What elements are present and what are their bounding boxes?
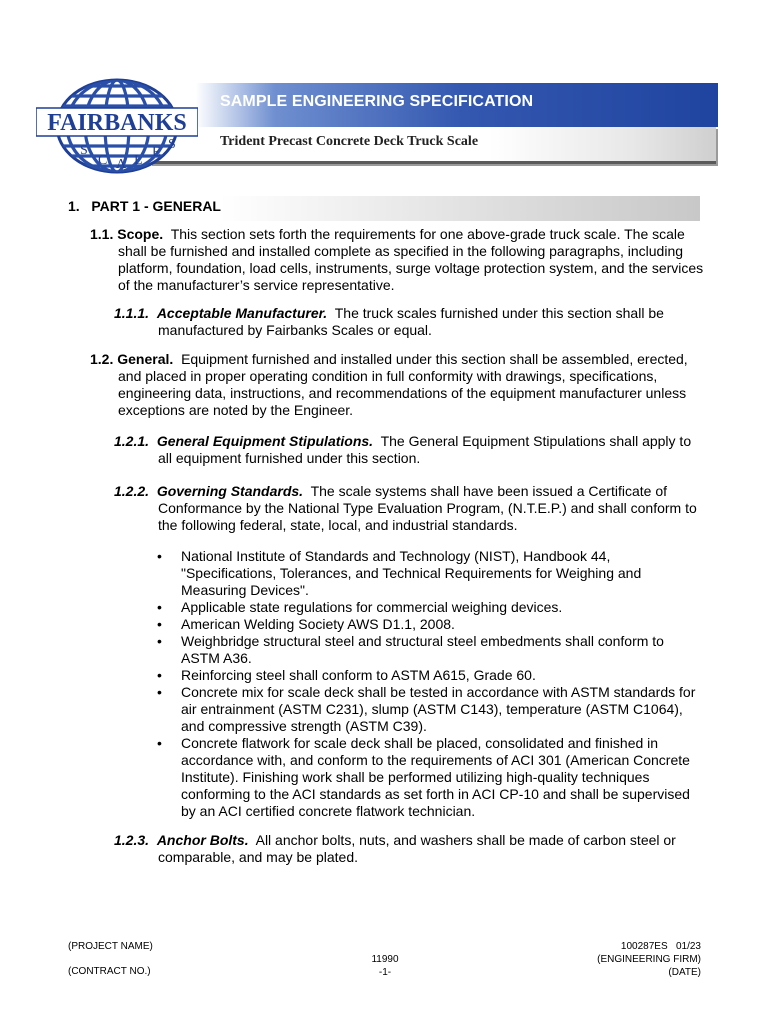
svg-text:E: E — [152, 145, 161, 160]
svg-text:C: C — [98, 153, 108, 168]
footer-date: (DATE) — [668, 967, 701, 978]
acceptable-text: The truck scales furnished under this section shall be manufactured by Fairbanks Scales or equal. — [158, 305, 664, 338]
list-item: • American Welding Society AWS D1.1, 2008. — [157, 616, 703, 633]
list-item: • Concrete flatwork for scale deck shall be placed, consolidated and finished in accordance with, and conform to the requirements of ACI 301 (American Concrete Institute). Finishing work shall be performed utilizing high-quality techniques conforming to the ACI standards as set forth in ACI CP-10 and shall be supervised by an ACI certified concrete flatwork technician. — [157, 735, 703, 820]
anchor-bolts-paragraph — [114, 832, 706, 866]
stipulations-number: 1.2.1. — [114, 433, 150, 449]
list-item: • National Institute of Standards and Technology (NIST), Handbook 44, "Specifications, Tolerances, and Technical Requirements for Weighing and Measuring Devices". — [157, 548, 703, 599]
standards-paragraph — [114, 483, 706, 534]
document-title: SAMPLE ENGINEERING SPECIFICATION — [220, 93, 534, 110]
scope-paragraph — [90, 226, 704, 294]
anchor-text: All anchor bolts, nuts, and washers shall be made of carbon steel or comparable, and may be plated. — [158, 832, 676, 865]
list-item: • Weighbridge structural steel and structural steel embedments shall conform to ASTM A36. — [157, 633, 703, 667]
standards-list — [157, 548, 703, 820]
footer-doc-code: 100287ES 01/23 — [620, 941, 701, 952]
standards-number: 1.2.2. — [114, 483, 150, 499]
list-item: • Concrete mix for scale deck shall be tested in accordance with ASTM standards for air entrainment (ASTM C231), slump (ASTM C143), temperature (ASTM C1064), and compressive strength (ASTM C39). — [157, 684, 703, 735]
acceptable-title: Acceptable Manufacturer. — [156, 305, 328, 321]
footer-project-name: (PROJECT NAME) — [68, 941, 153, 952]
general-number: 1.2. General. — [90, 351, 174, 367]
footer-contract-no: (CONTRACT NO.) — [68, 966, 151, 977]
acceptable-manufacturer-paragraph — [114, 305, 706, 339]
svg-text:L: L — [134, 153, 143, 168]
general-text: Equipment furnished and installed under this section shall be assembled, erected, and placed in proper operating condition in full conformity with drawings, specifications, engineering data, instructions, and recommendations of the equipment manufacturer unless exceptions are noted by the Engineer. — [118, 351, 688, 418]
list-item: • Applicable state regulations for commercial weighing devices. — [157, 599, 703, 616]
footer-engineering-firm: (ENGINEERING FIRM) — [597, 954, 701, 965]
stipulations-text: The General Equipment Stipulations shall apply to all equipment furnished under this section. — [158, 433, 692, 466]
scope-text: This section sets forth the requirements for one above-grade truck scale. The scale shall be furnished and installed complete as specified in the following paragraphs, including platform, foundation, load cells, instruments, surge voltage protection system, and the services of the manufacturer’s service representative. — [118, 226, 704, 293]
standards-text: The scale systems shall have been issued a Certificate of Conformance by the National Type Evaluation Program, (N.T.E.P.) and shall conform to the following federal, state, local, and industrial standards. — [158, 483, 697, 533]
svg-text:S: S — [80, 143, 88, 158]
section-heading: 1. PART 1 - GENERAL — [68, 198, 221, 214]
stipulations-paragraph — [114, 433, 706, 467]
footer-center-number: 11990 — [371, 954, 399, 965]
acceptable-number: 1.1.1. — [114, 305, 150, 321]
anchor-number: 1.2.3. — [114, 832, 150, 848]
general-paragraph — [90, 351, 704, 419]
document-subtitle: Trident Precast Concrete Deck Truck Scale — [220, 134, 479, 149]
scope-number: 1.1. Scope. — [90, 226, 164, 242]
fairbanks-logo — [36, 72, 198, 180]
anchor-title: Anchor Bolts. — [156, 832, 249, 848]
svg-text:S: S — [168, 137, 176, 152]
list-item: • Reinforcing steel shall conform to ASTM A615, Grade 60. — [157, 667, 703, 684]
standards-title: Governing Standards. — [156, 483, 304, 499]
svg-text:A: A — [116, 157, 127, 172]
logo-brand-text: FAIRBANKS — [47, 110, 187, 136]
stipulations-title: General Equipment Stipulations. — [156, 433, 374, 449]
page-number: -1- — [378, 967, 392, 978]
